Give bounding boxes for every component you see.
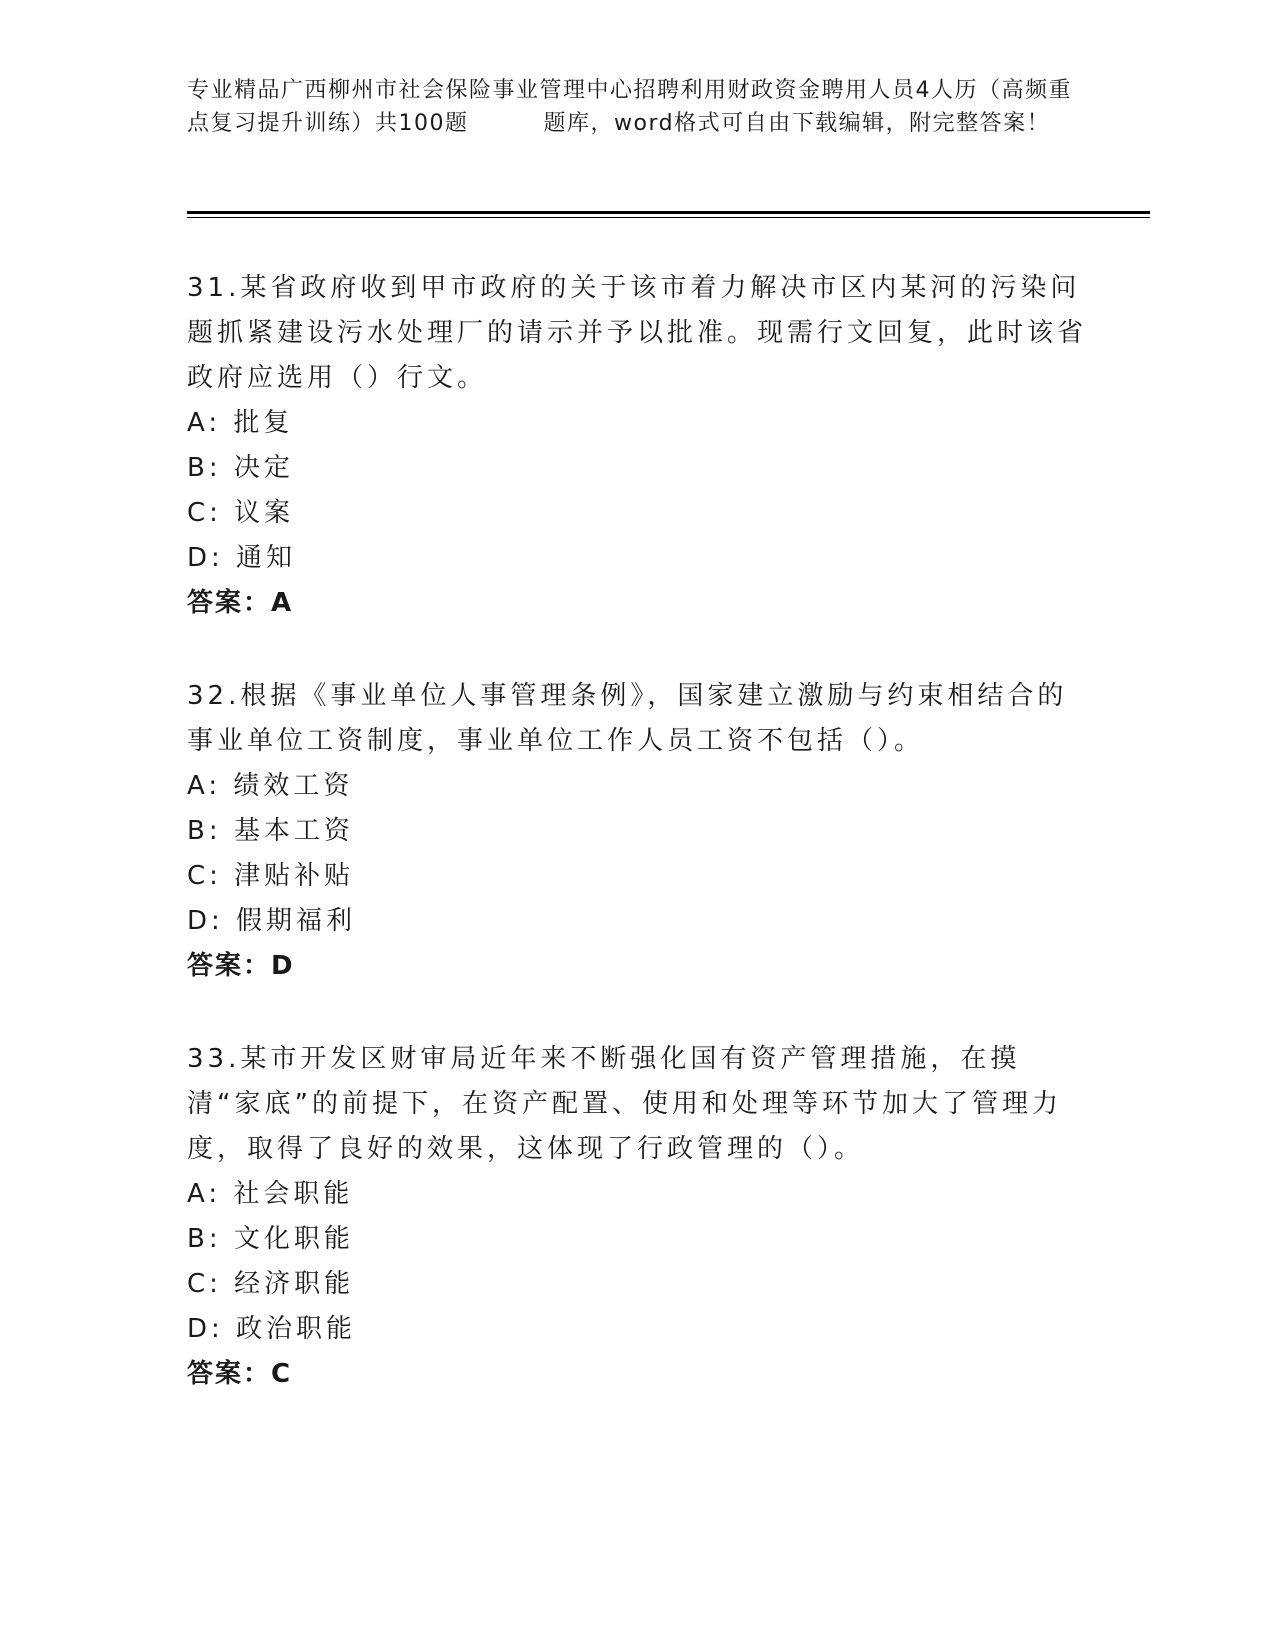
option-b: B: 决定 <box>187 453 294 483</box>
question-stem: 31.某省政府收到甲市政府的关于该市着力解决市区内某河的污染问题抓紧建设污水处理厂的请示并予以批准。现需行文回复，此时该省政府应选用（）行文。 <box>187 273 1088 393</box>
option-c: C: 经济职能 <box>187 1269 355 1299</box>
header-title-part2: 题库，word格式可自由下载编辑，附完整答案！ <box>543 111 1051 136</box>
header-divider-thick <box>187 211 1150 214</box>
question-33 <box>187 1037 1087 1397</box>
header-title-part1: 专业精品广西柳州市社会保险事业管理中心招聘利用财政资金聘用人员4人历（高频重点复习提升训练）共100题 <box>187 78 1072 136</box>
answer-line: 答案：A <box>187 588 294 618</box>
question-32 <box>187 674 1087 989</box>
option-d: D: 通知 <box>187 543 297 573</box>
answer-line: 答案：C <box>187 1359 293 1389</box>
option-b: B: 文化职能 <box>187 1224 354 1254</box>
option-b: B: 基本工资 <box>187 816 354 846</box>
question-stem: 33.某市开发区财审局近年来不断强化国有资产管理措施，在摸清“家底”的前提下，在资产配置、使用和处理等环节加大了管理力度，取得了良好的效果，这体现了行政管理的（）。 <box>187 1044 1062 1164</box>
option-a: A: 绩效工资 <box>187 771 354 801</box>
document-header <box>187 74 1087 140</box>
option-a: A: 批复 <box>187 408 294 438</box>
option-a: A: 社会职能 <box>187 1179 354 1209</box>
answer-line: 答案：D <box>187 951 295 981</box>
question-31 <box>187 266 1087 626</box>
header-divider-thin <box>187 217 1150 218</box>
option-c: C: 议案 <box>187 498 295 528</box>
option-c: C: 津贴补贴 <box>187 861 355 891</box>
question-stem: 32.根据《事业单位人事管理条例》，国家建立激励与约束相结合的事业单位工资制度，事业单位工作人员工资不包括（）。 <box>187 681 1068 756</box>
option-d: D: 政治职能 <box>187 1314 357 1344</box>
option-d: D: 假期福利 <box>187 906 357 936</box>
